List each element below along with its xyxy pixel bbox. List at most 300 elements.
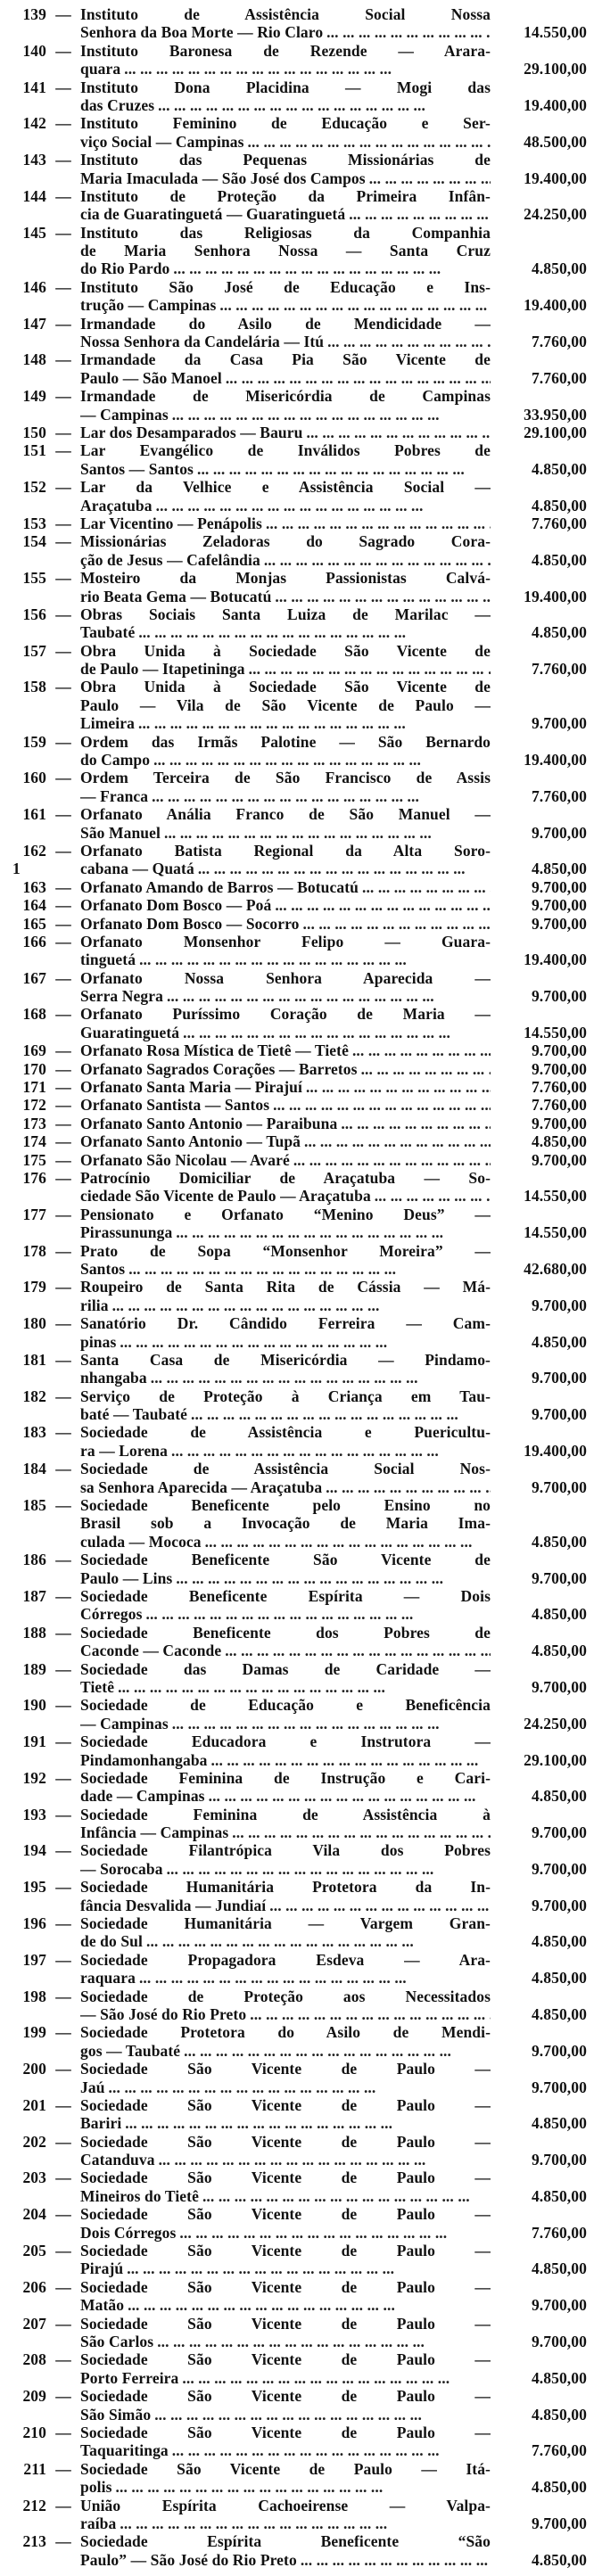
entry-number: 155 <box>22 569 46 588</box>
dash-spacer <box>46 1823 80 1841</box>
entry-amount: 19.400,00 <box>524 751 587 770</box>
list-entry <box>0 2023 594 2060</box>
number-spacer <box>0 1678 46 1696</box>
entry-line <box>0 1605 594 1623</box>
dash-spacer <box>46 1024 80 1041</box>
entry-text: Taquaritinga <box>80 2441 169 2460</box>
entry-line <box>0 1660 594 1678</box>
dash-spacer <box>46 551 80 569</box>
dot-leader <box>269 1096 491 1114</box>
entry-dash: — <box>55 1732 71 1751</box>
entry-line <box>0 114 594 132</box>
entry-line <box>0 333 594 350</box>
entry-text-last <box>80 2005 491 2023</box>
entry-text-last <box>80 588 491 605</box>
dot-leader <box>262 514 491 532</box>
entry-text: ção de Jesus — Cafelândia <box>80 550 260 569</box>
number-spacer <box>0 751 46 769</box>
entry-text: Orfanato Nossa Senhora Aparecida — <box>80 968 491 987</box>
entry-line <box>0 42 594 60</box>
entry-text-last <box>80 133 491 151</box>
entry-line <box>0 2406 594 2424</box>
entry-text-last <box>80 1060 491 1078</box>
entry-dash: — <box>55 2060 71 2078</box>
entry-text: São Simão <box>80 2405 152 2424</box>
entry-line <box>0 2514 594 2532</box>
dot-leader <box>114 1678 491 1696</box>
list-entry <box>0 1806 594 1842</box>
entry-amount: 19.400,00 <box>524 1441 587 1460</box>
entry-text-last <box>80 2187 491 2205</box>
entry-line <box>0 1551 594 1568</box>
entry-number: 142 <box>22 114 46 133</box>
number-spacer <box>0 588 46 605</box>
entry-number: 144 <box>22 186 46 205</box>
entry-amount: 4.850,00 <box>531 550 587 569</box>
entry-amount: 4.850,00 <box>531 2114 587 2133</box>
dot-leader <box>153 2333 491 2350</box>
dot-leader <box>244 133 491 151</box>
entry-text: Orfanato Amando de Barros — Botucatú <box>80 877 359 896</box>
entry-text: de do Sul <box>80 1932 143 1951</box>
entry-amount: 14.550,00 <box>524 1223 587 1242</box>
entry-line <box>0 1569 594 1587</box>
entry-line <box>0 1314 594 1332</box>
entry-line <box>0 1005 594 1023</box>
entry-text: Bariri <box>80 2114 122 2133</box>
entry-line <box>0 369 594 387</box>
entry-line <box>0 1405 594 1423</box>
entry-number: 157 <box>22 641 46 660</box>
entry-dash: — <box>55 1878 71 1897</box>
dash-spacer <box>46 714 80 732</box>
dash-spacer <box>46 2259 80 2277</box>
list-entry <box>0 2278 594 2315</box>
entry-amount: 4.850,00 <box>531 2478 587 2497</box>
list-entry <box>0 315 594 351</box>
entry-dash: — <box>55 732 71 751</box>
entry-number: 200 <box>22 2060 46 2078</box>
entry-text: do Campo <box>80 751 151 770</box>
list-entry <box>0 642 594 679</box>
entry-number: 182 <box>22 1387 46 1405</box>
entry-amount: 4.850,00 <box>531 623 587 642</box>
list-entry <box>0 1206 594 1242</box>
dash-spacer <box>46 2042 80 2060</box>
list-entry <box>0 1387 594 1424</box>
entry-dash: — <box>55 1278 71 1296</box>
entry-text: Paulo — Lins <box>80 1568 173 1587</box>
dot-leader <box>323 23 491 41</box>
number-spacer <box>0 987 46 1005</box>
entry-line <box>0 1696 594 1714</box>
dash-spacer <box>46 259 80 277</box>
list-entry <box>0 350 594 387</box>
entry-text-last <box>80 2333 491 2350</box>
number-spacer <box>0 169 46 187</box>
dash-spacer <box>46 2151 80 2169</box>
number-spacer <box>0 205 46 223</box>
entry-dash: — <box>55 387 71 406</box>
entry-text-last <box>80 60 491 78</box>
entry-text-last <box>80 1969 491 1987</box>
entry-text: Sociedade São Vicente de Paulo — <box>80 2132 491 2151</box>
dash-spacer <box>46 2078 80 2096</box>
entry-amount: 9.700,00 <box>531 1859 587 1878</box>
entry-number: 164 <box>22 896 46 915</box>
entry-number: 204 <box>22 2205 46 2224</box>
entry-dash: — <box>55 423 71 441</box>
entry-number: 183 <box>22 1423 46 1442</box>
entry-text: Orfanato Anália Franco de São Manuel — <box>80 805 491 824</box>
entry-text: sa Senhora Aparecida — Araçatuba <box>80 1477 323 1496</box>
entry-amount: 9.700,00 <box>531 2078 587 2096</box>
entry-dash: — <box>55 441 71 460</box>
entry-amount: 19.400,00 <box>524 95 587 114</box>
dash-spacer <box>46 1787 80 1805</box>
entry-line <box>0 1988 594 2005</box>
entry-text: Sociedade São Vicente de Paulo — <box>80 2095 491 2114</box>
entry-number: 156 <box>22 605 46 623</box>
entry-line <box>0 406 594 424</box>
dash-spacer <box>46 1405 80 1423</box>
entry-number: 167 <box>22 968 46 987</box>
dash-spacer <box>46 2369 80 2387</box>
entry-line <box>0 2278 594 2296</box>
dot-leader <box>172 1569 491 1587</box>
list-entry <box>0 1951 594 1988</box>
number-spacer <box>0 824 46 842</box>
entry-text: Orfanato Santa Maria — Pirajuí <box>80 1078 302 1097</box>
dot-leader <box>300 915 491 933</box>
entry-amount: 4.850,00 <box>531 259 587 278</box>
entry-text-last <box>80 369 491 387</box>
list-entry <box>0 1041 594 1059</box>
entry-number: 209 <box>22 2387 46 2406</box>
entry-line <box>0 1769 594 1787</box>
number-spacer <box>0 2224 46 2242</box>
entry-number: 169 <box>22 1041 46 1060</box>
entry-text: Obra Unida à Sociedade São Vicente de <box>80 641 491 660</box>
entry-line <box>0 1206 594 1223</box>
entry-line <box>0 1442 594 1460</box>
entry-line <box>0 387 594 405</box>
number-spacer <box>0 1442 46 1460</box>
entry-number: 197 <box>22 1950 46 1969</box>
list-entry <box>0 1624 594 1660</box>
entry-text-last <box>80 1897 491 1914</box>
entry-line <box>0 769 594 786</box>
number-spacer <box>0 133 46 151</box>
entry-line <box>0 2441 594 2459</box>
entry-text-last <box>80 2296 491 2314</box>
entry-number: 178 <box>22 1241 46 1260</box>
list-entry <box>0 2242 594 2278</box>
dot-leader <box>148 787 491 805</box>
entry-amount: 7.760,00 <box>531 1078 587 1097</box>
entry-dash: — <box>55 350 71 369</box>
entry-line <box>0 2005 594 2023</box>
entry-text-last <box>80 2078 491 2096</box>
entry-amount: 24.250,00 <box>524 1714 587 1732</box>
entry-number: 173 <box>22 1114 46 1132</box>
entry-number: 143 <box>22 151 46 169</box>
entry-text: Instituto São José de Educação e Ins- <box>80 277 491 296</box>
number-spacer <box>0 296 46 314</box>
list-entry <box>0 2460 594 2497</box>
entry-dash: — <box>55 841 71 860</box>
entry-line <box>0 2114 594 2132</box>
entry-text: Limeira <box>80 714 135 733</box>
dash-spacer <box>46 1605 80 1623</box>
number-spacer <box>0 2406 46 2424</box>
entry-text: Prato de Sopa “Monsenhor Moreira” — <box>80 1241 491 1260</box>
list-entry <box>0 2133 594 2169</box>
entry-amount: 7.760,00 <box>531 514 587 532</box>
list-entry <box>0 1696 594 1732</box>
entry-line <box>0 2315 594 2333</box>
entry-dash: — <box>55 1350 71 1369</box>
list-entry <box>0 1351 594 1387</box>
entry-line <box>0 1460 594 1477</box>
entry-line <box>0 151 594 169</box>
entry-dash: — <box>55 678 71 696</box>
dash-spacer <box>46 497 80 514</box>
entry-dash: — <box>55 314 71 333</box>
entry-text-last <box>80 1078 491 1096</box>
entry-text: Paulo — Vila de São Vicente de Paulo — <box>80 695 491 714</box>
number-spacer <box>0 696 46 714</box>
entry-line <box>0 1897 594 1914</box>
dot-leader <box>135 714 491 732</box>
entry-text: Sociedade São Vicente de Paulo — <box>80 2060 491 2078</box>
entry-dash: — <box>55 532 71 551</box>
entry-dash: — <box>55 1914 71 1933</box>
entry-text-last <box>80 1369 491 1387</box>
dot-leader <box>169 259 491 277</box>
entry-dash: — <box>55 605 71 623</box>
dash-spacer <box>46 751 80 769</box>
entry-dash: — <box>55 41 71 60</box>
entry-line <box>0 787 594 805</box>
dot-leader <box>121 2114 491 2132</box>
entry-text-last <box>80 660 491 678</box>
entry-number: 152 <box>22 478 46 497</box>
entry-line <box>0 424 594 441</box>
dot-leader <box>168 1442 491 1460</box>
entry-dash: — <box>55 2277 71 2296</box>
entry-number: 186 <box>22 1551 46 1569</box>
entry-text: Serviço de Proteção à Criança em Tau- <box>80 1387 491 1405</box>
entry-line <box>0 2478 594 2496</box>
entry-line <box>0 733 594 751</box>
entry-text-last <box>80 787 491 805</box>
entry-dash: — <box>55 2023 71 2042</box>
entry-text: Sociedade de Assistência Social Nos- <box>80 1460 491 1478</box>
entry-number: 147 <box>22 314 46 333</box>
entry-text: Mineiros do Tietê <box>80 2186 199 2205</box>
entry-amount: 9.700,00 <box>531 1677 587 1696</box>
number-spacer <box>0 2005 46 2023</box>
entry-dash: — <box>55 114 71 133</box>
list-entry <box>0 2387 594 2424</box>
entry-text-last <box>80 2551 491 2569</box>
number-spacer <box>0 623 46 641</box>
entry-line <box>0 2242 594 2259</box>
entry-line <box>0 205 594 223</box>
list-entry <box>0 915 594 933</box>
entry-line <box>0 1496 594 1514</box>
entry-amount: 4.850,00 <box>531 2550 587 2569</box>
entry-text: polis <box>80 2478 112 2497</box>
entry-number: 158 <box>22 678 46 696</box>
list-entry <box>0 733 594 770</box>
entry-text: de Maria Senhora Nossa — Santa Cruz <box>80 242 491 260</box>
entry-text-last <box>80 406 491 424</box>
entry-text: Irmandade de Misericórdia de Campinas <box>80 387 491 406</box>
entry-amount: 9.700,00 <box>531 1041 587 1060</box>
dash-spacer <box>46 696 80 714</box>
entry-text-last <box>80 514 491 532</box>
entry-text-last <box>80 460 491 478</box>
entry-text: Sociedade Beneficente pelo Ensino no <box>80 1496 491 1515</box>
entry-line <box>0 860 594 877</box>
entry-text-last <box>80 860 491 877</box>
dot-leader <box>260 551 491 569</box>
entry-line <box>0 1369 594 1387</box>
entry-number: 198 <box>22 1987 46 2005</box>
list-entry <box>0 278 594 315</box>
entry-amount: 24.250,00 <box>524 205 587 224</box>
entry-amount: 9.700,00 <box>531 823 587 842</box>
entry-number: 210 <box>22 2423 46 2441</box>
entry-amount: 7.760,00 <box>531 368 587 387</box>
list-entry <box>0 1841 594 1878</box>
entry-amount: 9.700,00 <box>531 1568 587 1587</box>
entry-text: Orfanato Dom Bosco — Poá <box>80 896 272 915</box>
list-entry <box>0 933 594 969</box>
entry-number: 172 <box>22 1096 46 1115</box>
entry-text: Obras Sociais Santa Luiza de Marilac — <box>80 605 491 623</box>
entry-dash: — <box>55 1241 71 1260</box>
entry-dash: — <box>55 2387 71 2406</box>
entry-line <box>0 1587 594 1605</box>
entry-text: Orfanato São Nicolau — Avaré <box>80 1150 290 1169</box>
entry-text: quara <box>80 60 121 78</box>
dash-spacer <box>46 1533 80 1551</box>
entry-line <box>0 1078 594 1096</box>
entry-text: ra — Lorena <box>80 1441 168 1460</box>
entry-line <box>0 2205 594 2223</box>
dash-spacer <box>46 787 80 805</box>
list-entry <box>0 1878 594 1914</box>
entry-line <box>0 1333 594 1351</box>
entry-text-last <box>80 1024 491 1041</box>
entry-text: Pirassununga <box>80 1223 173 1242</box>
entry-text: Tietê <box>80 1677 115 1696</box>
entry-amount: 29.100,00 <box>524 1750 587 1769</box>
entry-line <box>0 460 594 478</box>
entry-dash: — <box>55 1423 71 1442</box>
dot-leader <box>359 878 491 896</box>
entry-number: 150 <box>22 423 46 441</box>
entry-text: Orfanato Monsenhor Felipo — Guara- <box>80 932 491 951</box>
entry-line <box>0 514 594 532</box>
dash-spacer <box>46 1442 80 1460</box>
dash-spacer <box>46 1751 80 1769</box>
entry-number: 165 <box>22 914 46 933</box>
entry-dash: — <box>55 1205 71 1223</box>
entry-text: Senhora da Boa Morte — Rio Claro <box>80 23 324 42</box>
entry-text: São Carlos <box>80 2333 154 2350</box>
entry-text: — Campinas <box>80 405 169 424</box>
entry-dash: — <box>55 478 71 497</box>
entry-amount: 7.760,00 <box>531 1096 587 1115</box>
entry-dash: — <box>55 1150 71 1169</box>
entry-text: — Campinas <box>80 1714 169 1732</box>
number-spacer <box>0 2187 46 2205</box>
entry-dash: — <box>55 805 71 824</box>
entry-text-last <box>80 169 491 187</box>
entry-text: de Paulo — Itapetininga <box>80 660 245 679</box>
number-spacer <box>0 1369 46 1387</box>
entry-text: Orfanato Sagrados Corações — Barretos <box>80 1059 358 1078</box>
dash-spacer <box>46 1478 80 1496</box>
entry-text-last <box>80 205 491 223</box>
entry-number: 171 <box>22 1078 46 1097</box>
entry-text: Sociedade de Proteção aos Necessitados <box>80 1987 491 2005</box>
entry-dash: — <box>55 769 71 787</box>
entry-amount: 9.700,00 <box>531 1369 587 1387</box>
entry-line <box>0 1806 594 1823</box>
entry-dash: — <box>55 2169 71 2187</box>
entry-text: Ordem das Irmãs Palotine — São Bernardo <box>80 732 491 751</box>
entry-number: 211 <box>23 2459 46 2478</box>
entry-line <box>0 1151 594 1169</box>
entry-text: Sociedade São Vicente de Paulo — <box>80 2169 491 2187</box>
entry-text-last <box>80 497 491 514</box>
entry-amount: 4.850,00 <box>531 1787 587 1806</box>
entry-text-last <box>80 751 491 769</box>
entry-text: Jaú <box>80 2078 105 2096</box>
entry-dash: — <box>55 2532 71 2551</box>
entry-text: Taubaté <box>80 623 136 642</box>
number-spacer <box>0 714 46 732</box>
list-entry <box>0 2169 594 2205</box>
dot-leader <box>179 1024 491 1041</box>
entry-line <box>0 1914 594 1932</box>
entry-text-last <box>80 1132 491 1150</box>
entry-text: Porto Ferreira <box>80 2368 179 2387</box>
entry-text: Pindamonhangaba <box>80 1750 208 1769</box>
list-entry <box>0 569 594 605</box>
entry-text: rio Beata Gema — Botucatú <box>80 587 272 605</box>
entry-text-last <box>80 1860 491 1878</box>
entry-text-last <box>80 296 491 314</box>
entry-dash: — <box>55 1460 71 1478</box>
entry-text-last <box>80 1333 491 1351</box>
dot-leader <box>194 460 491 478</box>
list-entry <box>0 2315 594 2351</box>
entry-amount: 4.850,00 <box>531 2259 587 2278</box>
entry-amount: 4.850,00 <box>531 1605 587 1624</box>
entry-dash: — <box>55 1586 71 1605</box>
number-spacer <box>0 333 46 350</box>
entry-line <box>0 842 594 860</box>
entry-text: culada — Mococa <box>80 1532 202 1551</box>
list-entry <box>0 1460 594 1496</box>
entry-line <box>0 1514 594 1532</box>
